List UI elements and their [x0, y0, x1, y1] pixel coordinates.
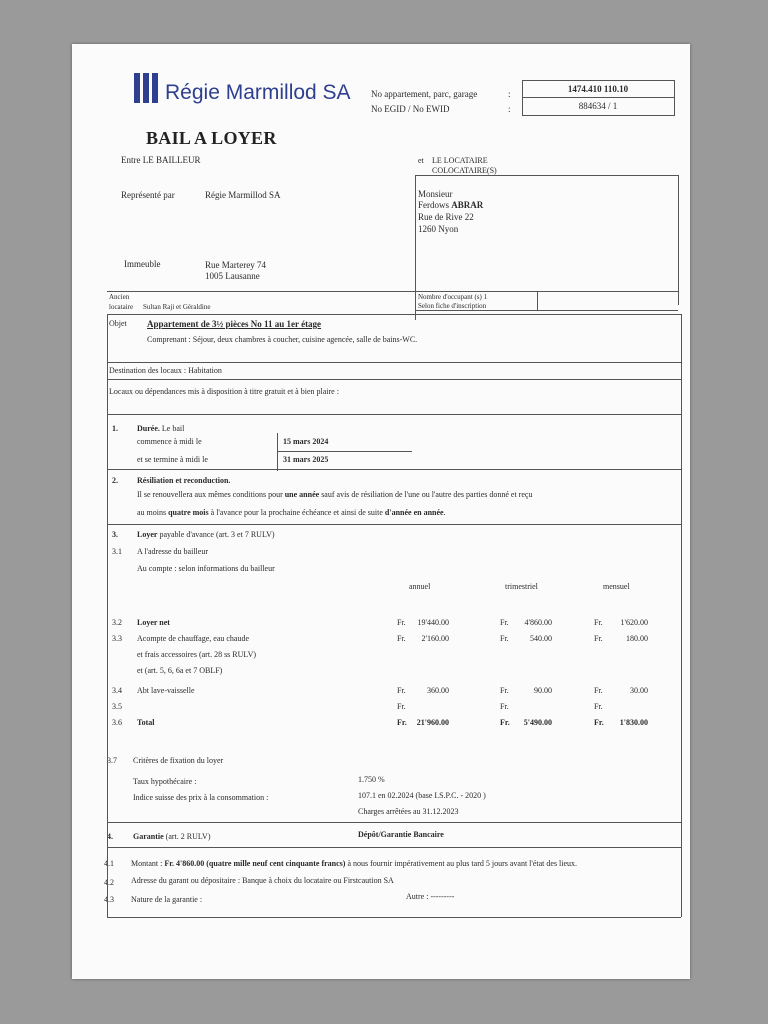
rent-monthly: 180.00: [626, 634, 648, 643]
s37-heading: Critères de fixation du loyer: [133, 756, 224, 765]
rent-row-num: 3.5: [112, 702, 122, 711]
s33-line2: et frais accessoires (art. 28 ss RULV): [137, 650, 257, 659]
building-city: 1005 Lausanne: [205, 271, 260, 281]
egid-colon: :: [508, 104, 511, 114]
s37-num: 3.7: [107, 756, 117, 765]
company-name: Régie Marmillod SA: [165, 81, 351, 104]
rent-monthly: 1'620.00: [620, 618, 648, 627]
tenant-header-et: et: [418, 156, 424, 165]
rent-annual: 360.00: [427, 686, 449, 695]
apartment-colon: :: [508, 89, 511, 99]
rent-row-label: Total: [137, 718, 155, 727]
s2-line2: au moins quatre mois à l'avance pour la prochaine échéance et ainsi de suite d'année en année.: [137, 508, 446, 517]
lessor-header: Entre LE BAILLEUR: [121, 155, 201, 165]
tenant-title: Monsieur: [418, 189, 453, 199]
rent-row-num: 3.4: [112, 686, 122, 695]
building-street: Rue Marterey 74: [205, 260, 266, 270]
represented-label: Représenté par: [121, 190, 175, 200]
object-label: Objet: [109, 319, 127, 328]
object-title: Appartement de 3½ pièces No 11 au 1er étage: [147, 319, 322, 329]
former-tenant: Sultan Raji et Géraldine: [143, 303, 211, 311]
rent-quarterly: 5'490.00: [523, 718, 552, 727]
rent-currency-quarter: Fr.: [500, 618, 509, 627]
s2-heading: Résiliation et reconduction.: [137, 476, 231, 485]
rent-row-num: 3.2: [112, 618, 122, 627]
s1-heading-bold: Durée.: [137, 424, 160, 433]
s1-end-value: 31 mars 2025: [283, 455, 329, 464]
guarantee-type: Dépôt/Garantie Bancaire: [358, 830, 444, 839]
s2-num: 2.: [112, 476, 118, 485]
tenant-header: LE LOCATAIRE: [432, 156, 488, 165]
s1-start-value: 15 mars 2024: [283, 437, 329, 446]
rent-currency-month: Fr.: [594, 702, 603, 711]
rent-currency-quarter: Fr.: [500, 634, 509, 643]
s2-line1: Il se renouvellera aux mêmes conditions pour une année sauf avis de résiliation de l'une ou l'autre des parties donné et reçu: [137, 490, 533, 499]
tenant-first-name: Ferdows: [418, 200, 449, 210]
rent-row-label: Loyer net: [137, 618, 170, 627]
s1-start-label: commence à midi le: [137, 437, 202, 446]
rent-currency-quarter: Fr.: [500, 718, 510, 727]
s31-account: Au compte : selon informations du bailleur: [137, 564, 275, 573]
rent-currency-annual: Fr.: [397, 718, 407, 727]
object-detail: Comprenant : Séjour, deux chambres à coucher, cuisine agencée, salle de bains-WC.: [147, 335, 418, 344]
s4-num: 4.: [107, 832, 113, 841]
rent-row-label: Abt lave-vaisselle: [137, 686, 195, 695]
guarantee-other: Autre : ---------: [406, 892, 455, 901]
rent-currency-month: Fr.: [594, 718, 604, 727]
former-label-2: locataire: [109, 303, 134, 311]
apartment-number: 1474.410 110.10: [567, 84, 629, 94]
egid-label: No EGID / No EWID: [371, 104, 450, 114]
rent-currency-quarter: Fr.: [500, 702, 509, 711]
s3-heading: Loyer payable d'avance (art. 3 et 7 RULV): [137, 530, 275, 539]
rent-quarterly: 90.00: [534, 686, 552, 695]
col-month: mensuel: [603, 582, 630, 591]
lease-document: [72, 44, 690, 979]
s1-num: 1.: [112, 424, 118, 433]
rent-monthly: 30.00: [630, 686, 648, 695]
rent-annual: 19'440.00: [417, 618, 449, 627]
index-value: 107.1 en 02.2024 (base I.S.P.C. - 2020 ): [358, 791, 486, 800]
index-label: Indice suisse des prix à la consommation :: [133, 793, 269, 802]
rent-currency-month: Fr.: [594, 618, 603, 627]
s1-heading: [137, 424, 184, 433]
rent-currency-annual: Fr.: [397, 702, 406, 711]
guarantor-address: Adresse du garant ou dépositaire : Banque à choix du locataire ou Firstcaution SA: [131, 876, 394, 885]
locaux-gratuits: Locaux ou dépendances mis à disposition à titre gratuit et à bien plaire :: [109, 387, 339, 396]
s41-num: 4.1: [104, 859, 114, 868]
tenant-name: [418, 200, 483, 210]
apartment-label: No appartement, parc, garage: [371, 89, 478, 99]
rent-row-num: 3.3: [112, 634, 122, 643]
page-title: BAIL A LOYER: [146, 128, 277, 148]
rent-row-num: 3.6: [112, 718, 122, 727]
rent-currency-annual: Fr.: [397, 686, 406, 695]
col-annual: annuel: [409, 582, 431, 591]
tenant-city: 1260 Nyon: [418, 224, 459, 234]
rent-currency-month: Fr.: [594, 634, 603, 643]
egid-number: 884634 / 1: [578, 101, 618, 111]
cotenant-header: COLOCATAIRE(S): [432, 166, 497, 175]
building-label: Immeuble: [124, 259, 161, 269]
company-logo-icon: [134, 73, 158, 103]
represented-value: Régie Marmillod SA: [205, 190, 281, 200]
s4-heading: Garantie (art. 2 RULV): [133, 832, 211, 841]
rent-currency-annual: Fr.: [397, 634, 406, 643]
tenant-street: Rue de Rive 22: [418, 212, 474, 222]
s43-num: 4.3: [104, 895, 114, 904]
tenant-last-name: ABRAR: [451, 200, 484, 210]
s31-address: A l'adresse du bailleur: [137, 547, 208, 556]
rent-annual: 2'160.00: [421, 634, 449, 643]
occupants-label: Nombre d'occupant (s) 1: [418, 293, 488, 301]
s1-end-label: et se termine à midi le: [137, 455, 208, 464]
occupants-sub: Selon fiche d'inscription: [418, 302, 487, 310]
rate-value: 1.750 %: [358, 775, 385, 784]
s1-heading-rest: Le bail: [161, 424, 185, 433]
rent-monthly: 1'830.00: [619, 718, 648, 727]
rent-currency-month: Fr.: [594, 686, 603, 695]
rent-annual: 21'960.00: [416, 718, 449, 727]
rent-currency-quarter: Fr.: [500, 686, 509, 695]
former-label: Ancien: [109, 293, 130, 301]
s33-line3: et (art. 5, 6, 6a et 7 OBLF): [137, 666, 223, 675]
s3-num: 3.: [112, 530, 118, 539]
guarantee-nature: Nature de la garantie :: [131, 895, 203, 904]
charges-date: Charges arrêtées au 31.12.2023: [358, 807, 459, 816]
rent-currency-annual: Fr.: [397, 618, 406, 627]
destination: Destination des locaux : Habitation: [109, 366, 222, 375]
rent-quarterly: 540.00: [530, 634, 552, 643]
s31-num: 3.1: [112, 547, 122, 556]
s42-num: 4.2: [104, 878, 114, 887]
rent-quarterly: 4'860.00: [524, 618, 552, 627]
col-quarter: trimestriel: [505, 582, 538, 591]
rate-label: Taux hypothécaire :: [133, 777, 197, 786]
guarantee-amount: Montant : Fr. 4'860.00 (quatre mille neuf cent cinquante francs) à nous fournir impérativement au plus tard 5 jours avant l'état des lieux.: [131, 859, 578, 868]
rent-row-label: Acompte de chauffage, eau chaude: [137, 634, 250, 643]
